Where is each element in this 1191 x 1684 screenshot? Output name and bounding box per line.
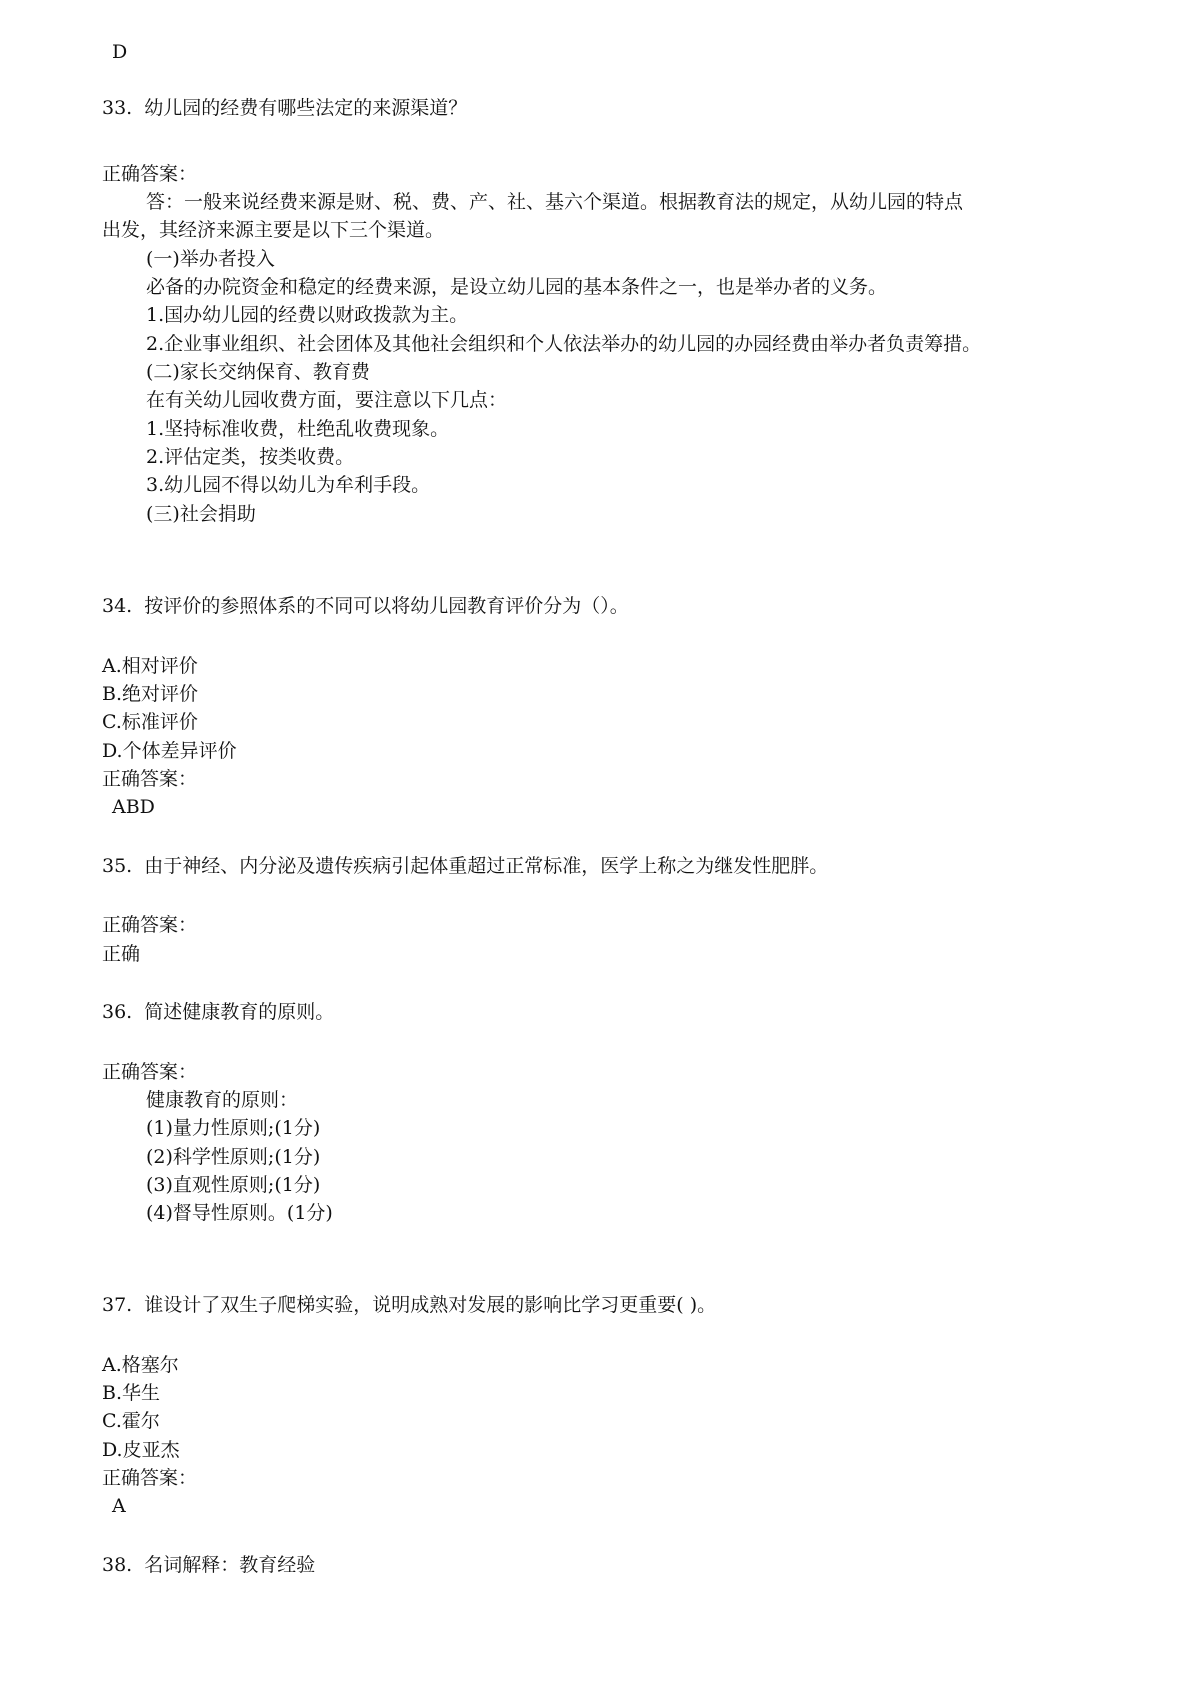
answer-33-line-2: 出发，其经济来源主要是以下三个渠道。 [102,219,445,241]
question-33: 33. 幼儿园的经费有哪些法定的来源渠道？ [102,97,468,119]
question-36: 36. 简述健康教育的原则。 [102,1001,335,1023]
answer-36-line-4: (3)直观性原则;(1分) [146,1174,321,1196]
option-37-d: D.皮亚杰 [102,1439,180,1461]
answer-33-line-7: (二)家长交纳保育、教育费 [146,361,370,383]
answer-33-line-5: 1.国办幼儿园的经费以财政拨款为主。 [146,304,469,326]
answer-34: ABD [112,796,155,818]
answer-33-line-1: 答：一般来说经费来源是财、税、费、产、社、基六个渠道。根据教育法的规定，从幼儿园的特点 [146,191,964,213]
option-34-b: B.绝对评价 [102,683,199,705]
answer-label-35: 正确答案： [102,914,198,936]
answer-33-line-3: (一)举办者投入 [146,248,275,270]
answer-36-line-5: (4)督导性原则。(1分) [146,1202,333,1224]
answer-label-36: 正确答案： [102,1061,198,1083]
option-34-c: C.标准评价 [102,711,198,733]
answer-label-34: 正确答案： [102,768,198,790]
option-34-a: A.相对评价 [102,655,198,677]
option-37-c: C.霍尔 [102,1410,160,1432]
answer-36-line-1: 健康教育的原则： [146,1089,299,1111]
question-35: 35. 由于神经、内分泌及遗传疾病引起体重超过正常标准，医学上称之为继发性肥胖。 [102,855,829,877]
answer-label-37: 正确答案： [102,1467,198,1489]
answer-label-33: 正确答案： [102,163,198,185]
answer-37: A [112,1495,126,1517]
question-38: 38. 名词解释：教育经验 [102,1554,316,1576]
answer-36-line-2: (1)量力性原则;(1分) [146,1117,321,1139]
question-34: 34. 按评价的参照体系的不同可以将幼儿园教育评价分为（）。 [102,595,629,617]
answer-33-line-12: (三)社会捐助 [146,503,256,525]
question-37: 37. 谁设计了双生子爬梯实验，说明成熟对发展的影响比学习更重要( )。 [102,1294,717,1316]
answer-35: 正确 [102,943,141,965]
option-37-a: A.格塞尔 [102,1354,179,1376]
answer-33-line-9: 1.坚持标准收费，杜绝乱收费现象。 [146,418,450,440]
option-34-d: D.个体差异评价 [102,740,237,762]
answer-33-line-8: 在有关幼儿园收费方面，要注意以下几点： [146,389,508,411]
answer-33-line-6: 2.企业事业组织、社会团体及其他社会组织和个人依法举办的幼儿园的办园经费由举办者负责筹措。 [146,333,982,355]
answer-33-line-11: 3.幼儿园不得以幼儿为牟利手段。 [146,474,431,496]
answer-33-line-10: 2.评估定类，按类收费。 [146,446,355,468]
answer-36-line-3: (2)科学性原则;(1分) [146,1146,321,1168]
answer-33-line-4: 必备的办院资金和稳定的经费来源，是设立幼儿园的基本条件之一，也是举办者的义务。 [146,276,888,298]
option-37-b: B.华生 [102,1382,161,1404]
previous-answer: D [112,41,128,63]
